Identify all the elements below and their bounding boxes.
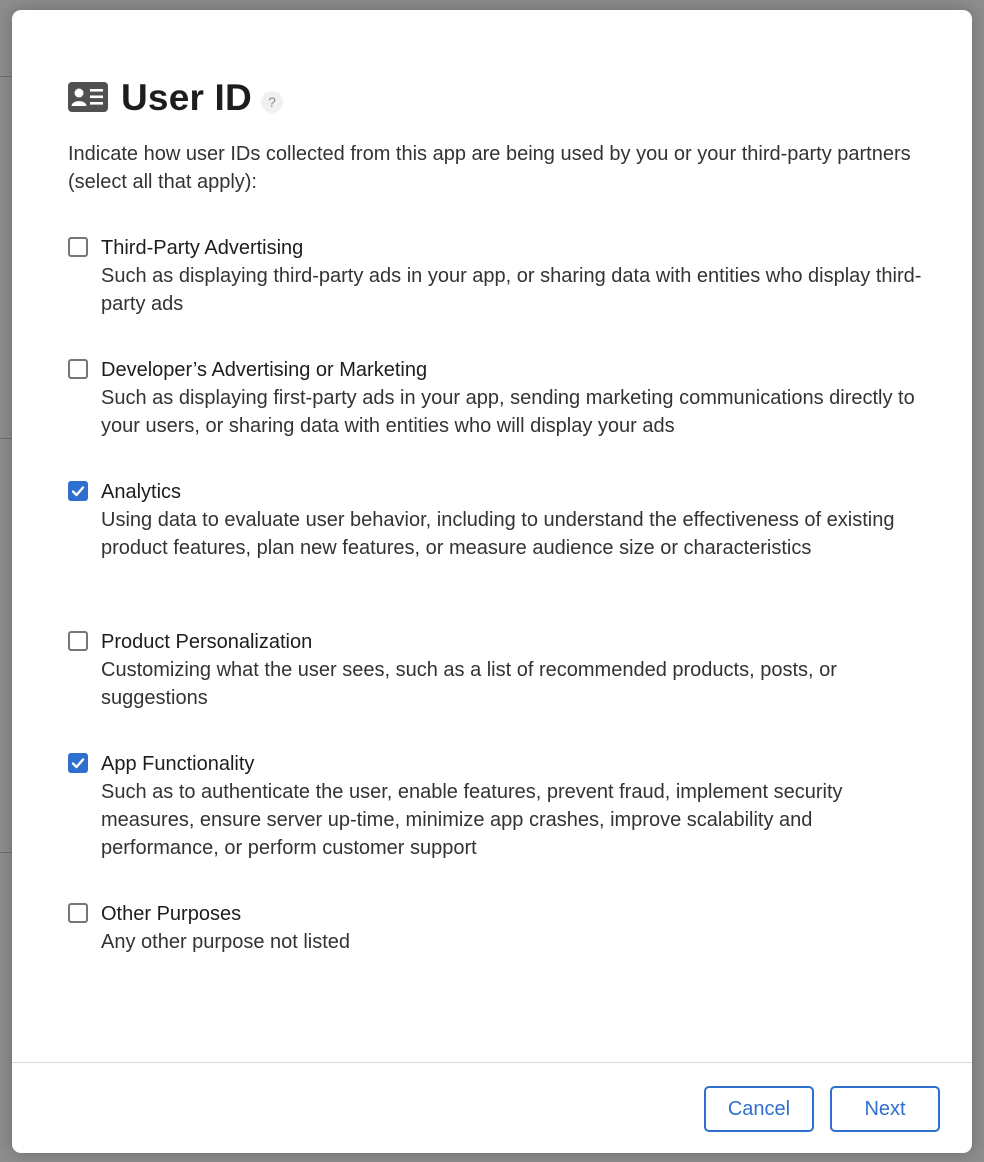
option-app-functionality[interactable] — [68, 750, 928, 900]
purpose-options-list — [68, 234, 928, 956]
footer-divider — [12, 1062, 972, 1063]
option-description: Such as to authenticate the user, enable features, prevent fraud, implement security measures, ensure server up-time, minimize app crashes, improve scalability and performance, or perform customer support — [101, 781, 843, 859]
option-description: Using data to evaluate user behavior, including to understand the effectiveness of existing product features, plan new features, or measure audience size or characteristics — [101, 509, 895, 559]
background-divider — [0, 852, 12, 853]
option-description: Such as displaying first-party ads in your app, sending marketing communications directly to your users, or sharing data with entities who will display your ads — [101, 387, 915, 437]
background-divider — [0, 76, 12, 77]
checkbox-product-personalization[interactable] — [68, 631, 88, 651]
option-product-personalization[interactable] — [68, 628, 928, 750]
id-card-icon — [68, 82, 108, 114]
option-title: App Functionality — [101, 753, 255, 775]
option-description: Such as displaying third-party ads in your app, or sharing data with entities who display third-party ads — [101, 265, 922, 315]
checkbox-developers-advertising-or-marketing[interactable] — [68, 359, 88, 379]
option-title: Product Personalization — [101, 631, 313, 653]
checkbox-other-purposes[interactable] — [68, 903, 88, 923]
next-button[interactable]: Next — [830, 1086, 940, 1132]
question-mark-icon[interactable]: ? — [261, 91, 283, 113]
option-description: Any other purpose not listed — [101, 931, 351, 953]
option-description: Customizing what the user sees, such as a list of recommended products, posts, or suggestions — [101, 659, 837, 709]
checkmark-icon — [71, 484, 85, 498]
background-divider — [0, 438, 12, 439]
option-analytics[interactable] — [68, 478, 928, 628]
option-title: Third-Party Advertising — [101, 237, 304, 259]
option-developers-advertising-or-marketing[interactable] — [68, 356, 928, 478]
option-title: Analytics — [101, 481, 182, 503]
user-id-modal — [12, 10, 972, 1153]
modal-title: User ID — [121, 77, 252, 118]
option-other-purposes[interactable] — [68, 900, 928, 956]
option-title: Developer’s Advertising or Marketing — [101, 359, 428, 381]
modal-header — [68, 76, 283, 120]
option-title: Other Purposes — [101, 903, 242, 925]
checkbox-analytics[interactable] — [68, 481, 88, 501]
checkbox-third-party-advertising[interactable] — [68, 237, 88, 257]
checkbox-app-functionality[interactable] — [68, 753, 88, 773]
option-third-party-advertising[interactable] — [68, 234, 928, 356]
checkmark-icon — [71, 756, 85, 770]
cancel-button[interactable]: Cancel — [704, 1086, 814, 1132]
modal-intro-text: Indicate how user IDs collected from this app are being used by you or your third-party partners (select all that apply): — [68, 143, 911, 193]
